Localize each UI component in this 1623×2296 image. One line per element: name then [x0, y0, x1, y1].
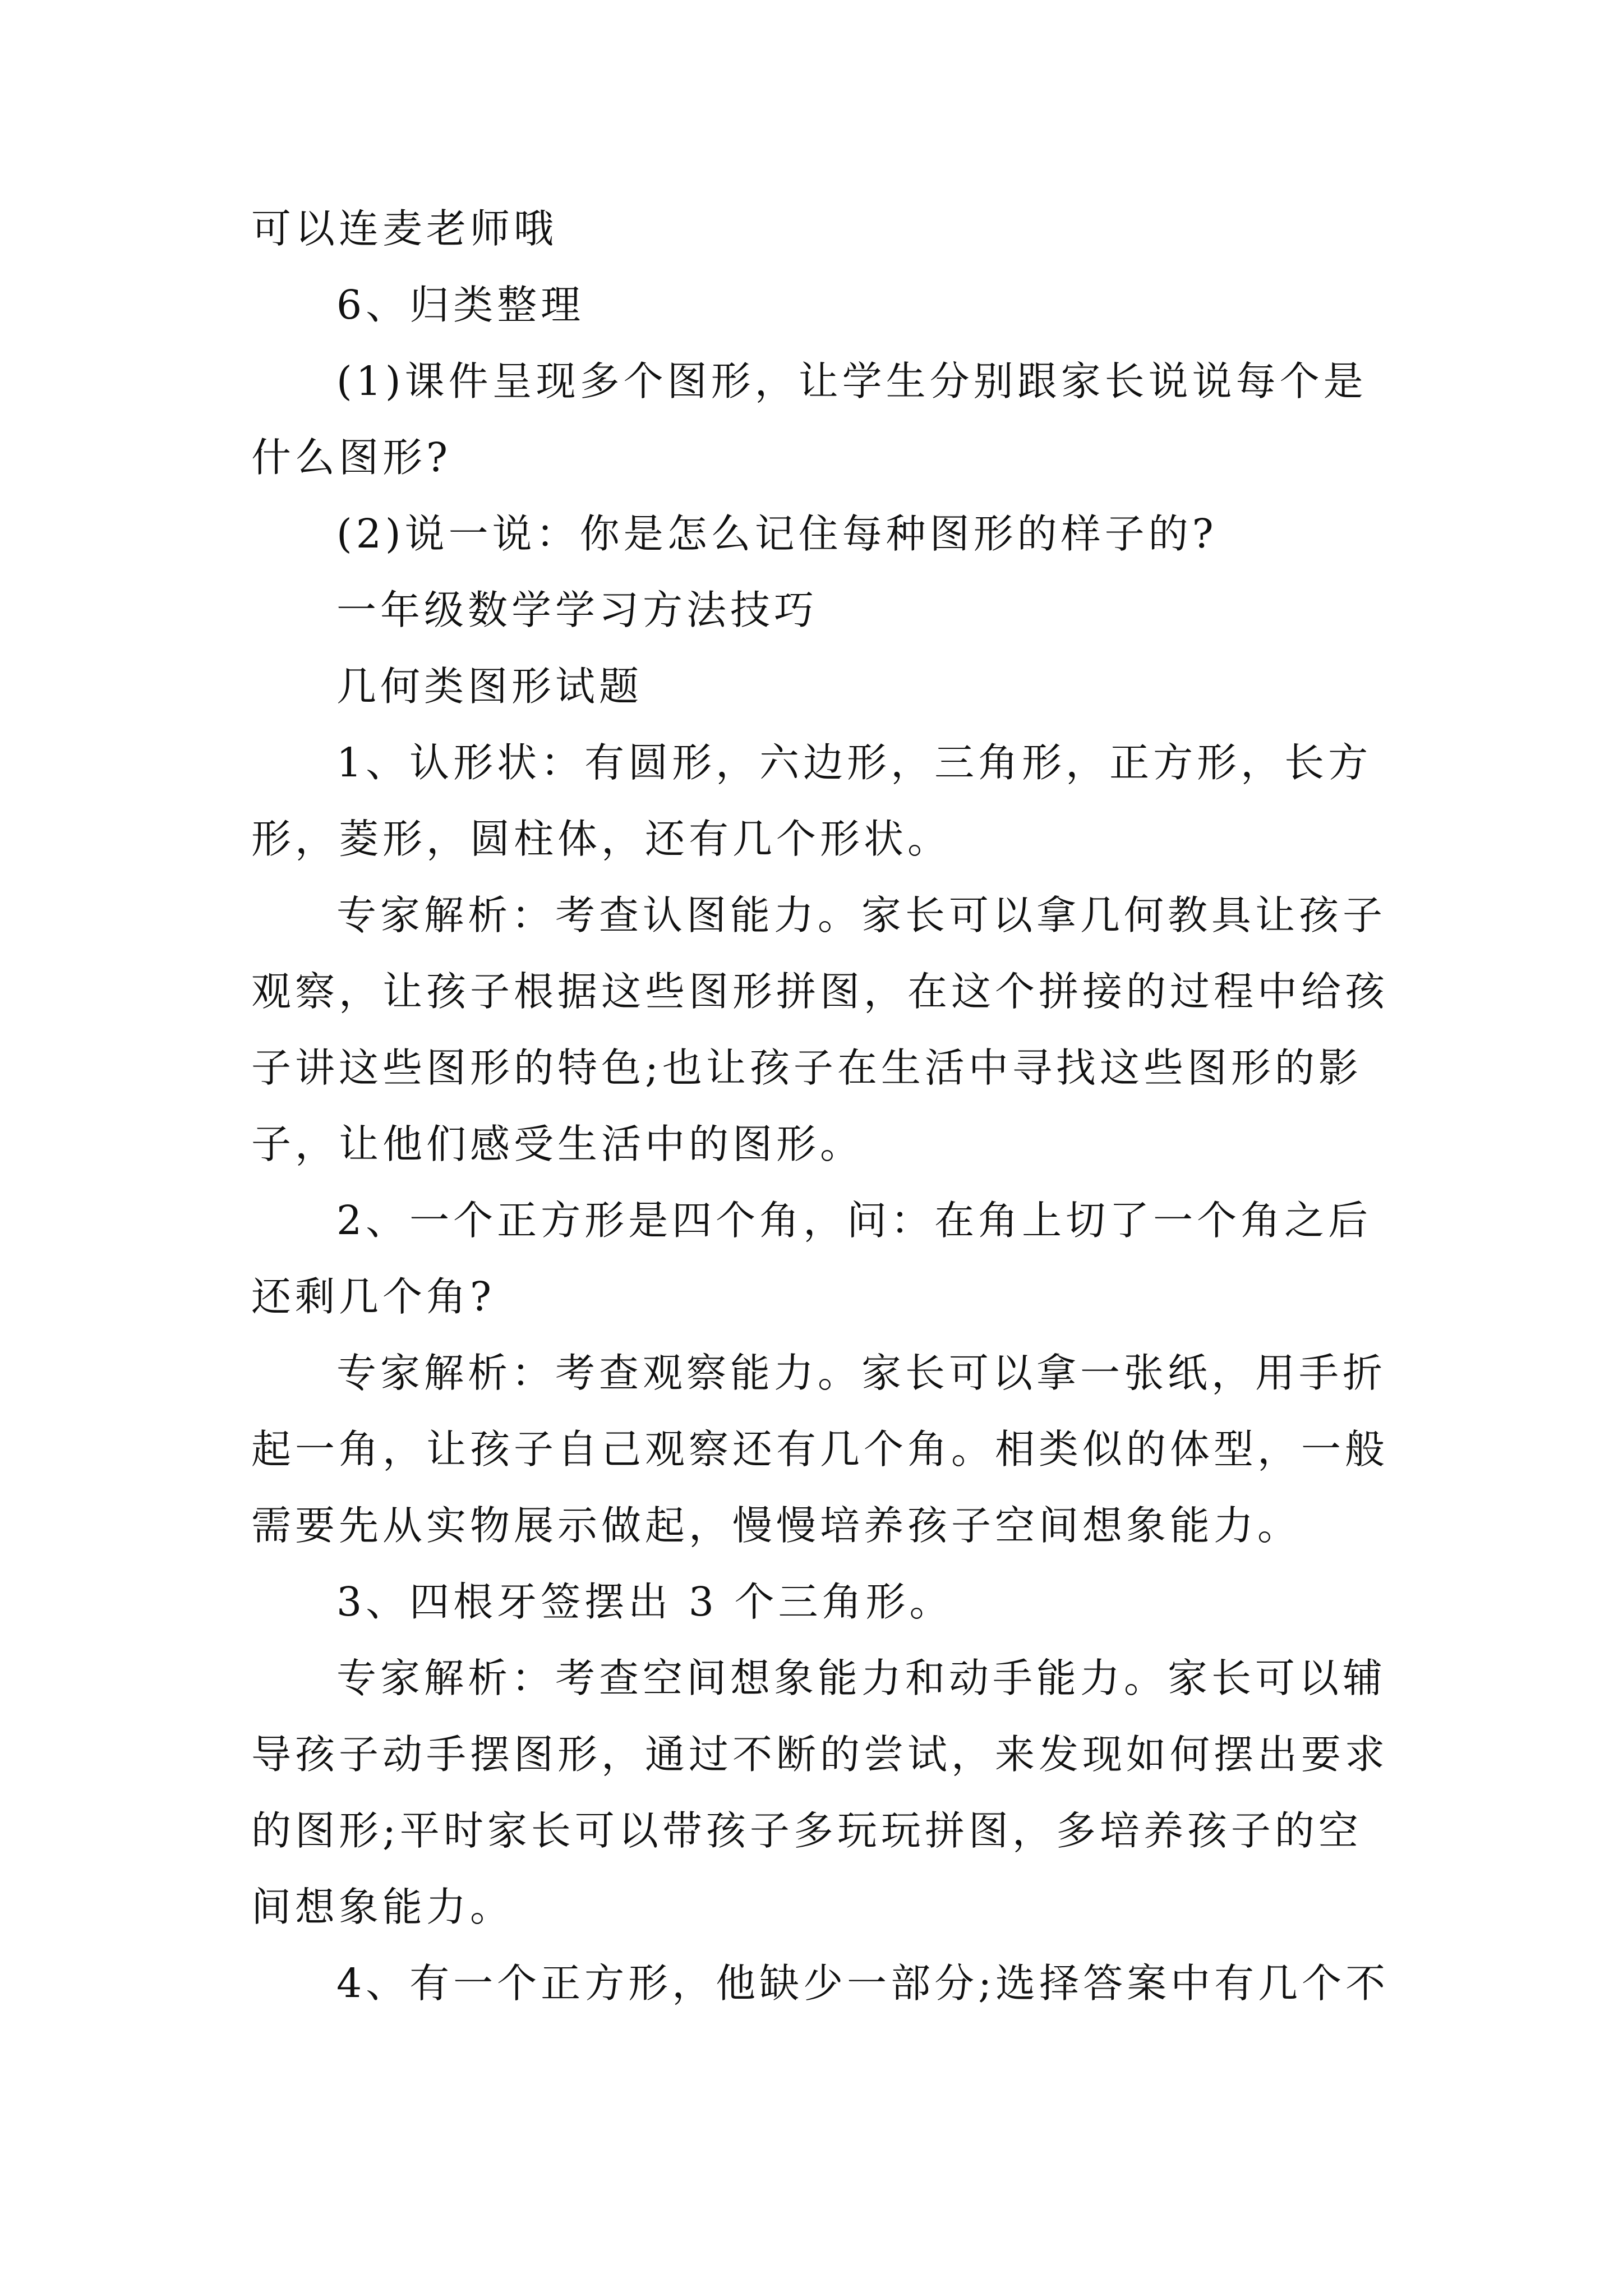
heading-geometry-questions: 几何类图形试题: [336, 663, 643, 710]
paragraph-continuation: 可以连麦老师哦: [251, 205, 558, 252]
heading-study-methods: 一年级数学学习方法技巧: [336, 587, 818, 633]
analysis-3: 专家解析：考查空间想象能力和动手能力。家长可以辅导孩子动手摆图形，通过不断的尝试，来发现如何摆出要求的图形;平时家长可以带孩子多玩玩拼图，多培养孩子的空间想象能力。: [251, 1655, 1389, 1930]
paragraph-item-1: (1)课件呈现多个图形，让学生分别跟家长说说每个是什么图形?: [251, 358, 1367, 481]
heading-classify-organize: 6、归类整理: [336, 282, 585, 328]
analysis-1: 专家解析：考查认图能力。家长可以拿几何教具让孩子观察，让孩子根据这些图形拼图，在这个拼接的过程中给孩子讲这些图形的特色;也让孩子在生活中寻找这些图形的影子，让他们感受生活中的图形。: [251, 892, 1389, 1167]
question-4: 4、有一个正方形，他缺少一部分;选择答案中有几个不: [336, 1960, 1390, 2007]
paragraph-item-2: (2)说一说：你是怎么记住每种图形的样子的?: [336, 510, 1218, 557]
document-body: [251, 191, 1390, 2022]
question-1: 1、认形状：有圆形，六边形，三角形，正方形，长方形，菱形，圆柱体，还有几个形状。: [251, 739, 1372, 862]
question-3: 3、四根牙签摆出 3 个三角形。: [336, 1579, 953, 1625]
question-2: 2、一个正方形是四个角，问：在角上切了一个角之后还剩几个角?: [251, 1197, 1372, 1320]
analysis-2: 专家解析：考查观察能力。家长可以拿一张纸，用手折起一角，让孩子自己观察还有几个角。相类似的体型，一般需要先从实物展示做起，慢慢培养孩子空间想象能力。: [251, 1350, 1389, 1549]
